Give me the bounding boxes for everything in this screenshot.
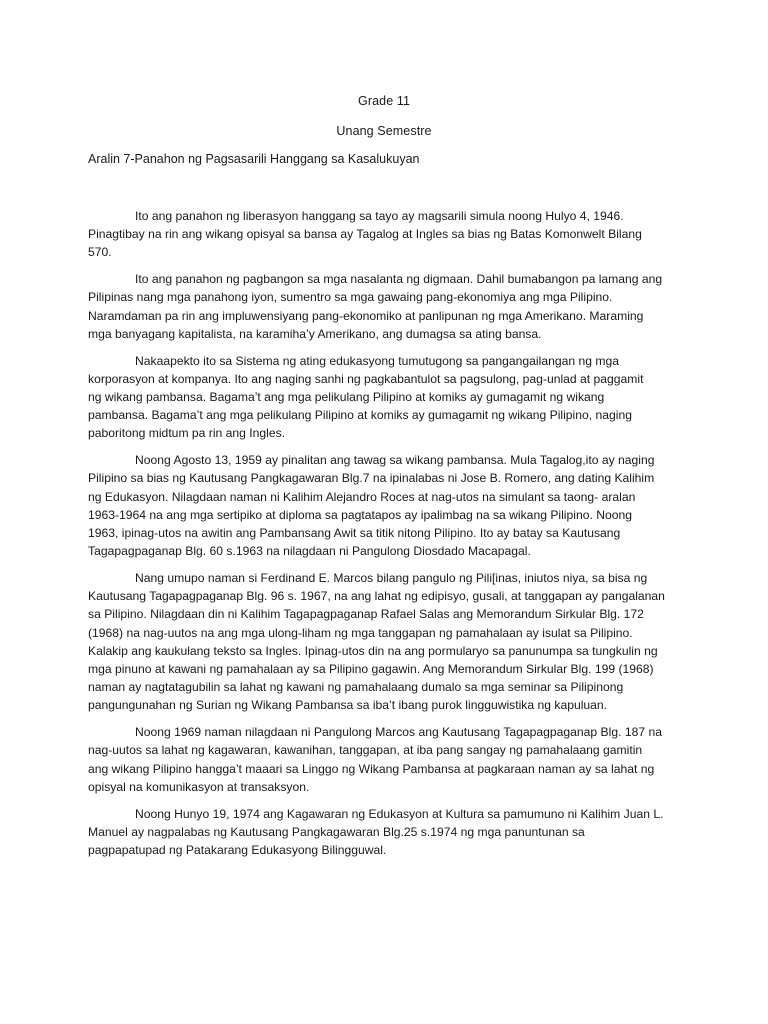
paragraph-line: naman ay nagtatagubilin sa lahat ng kawani ng pamahalaang dumalo sa mga seminar sa Pilipinong bbox=[88, 680, 624, 695]
paragraph-line: Manuel ay nagpalabas ng Kautusang Pangkagawaran Blg.25 s.1974 ng mga panuntunan sa bbox=[88, 824, 585, 839]
paragraph-line: pambansa. Bagama’t ang mga pelikulang Pilipino at komiks ay gumagamit ng wikang Pilipino, naging bbox=[88, 408, 632, 423]
paragraph-line: Kautusang Tagapagpaganap Blg. 96 s. 1967, na ang lahat ng edipisyo, gusali, at tanggapan ay pangalanan bbox=[88, 589, 665, 604]
paragraph-line: ng wikang pambansa. Bagama’t ang mga pelikulang Pilipino at komiks ay gumagamit ng wikang bbox=[88, 390, 605, 405]
paragraph-line: pangungunahan ng Surian ng Wikang Pambansa sa iba’t ibang purok lingguwistika ng kapuluan. bbox=[88, 698, 608, 713]
paragraph-line: Nang umupo naman si Ferdinand E. Marcos bilang pangulo ng Pili[inas, iniutos niya, sa bisa ng bbox=[135, 571, 648, 586]
grade-heading: Grade 11 bbox=[358, 94, 410, 108]
paragraph-line: mga banyagang kapitalista, na karamiha’y Amerikano, ang dumagsa sa ating bansa. bbox=[88, 326, 542, 341]
paragraph-line: Kalakip ang kaukulang teksto sa Ingles. Ipinag-utos din na ang pormularyo sa panunumpa sa tungkulin ng bbox=[88, 643, 658, 658]
paragraph-line: Pinagtibay na rin ang wikang opisyal sa bansa ay Tagalog at Ingles sa bias ng Batas Komonwelt Bilang bbox=[88, 227, 642, 242]
paragraph-1 bbox=[88, 207, 680, 262]
paragraph-line: pagpapatupad ng Patakarang Edukasyong Bilingguwal. bbox=[88, 843, 387, 858]
paragraph-6 bbox=[88, 723, 680, 796]
paragraph-line: mga pinuno at kawani ng pamahalaan ay sa Pilipino gagawin. Ang Memorandum Sirkular Blg. 199 (1968) bbox=[88, 662, 654, 677]
paragraph-line: Pilipino sa bias ng Kautusang Pangkagawaran Blg.7 na ipinalabas ni Jose B. Romero, ang dating Kalihim bbox=[88, 471, 655, 486]
paragraph-line: Ito ang panahon ng pagbangon sa mga nasalanta ng digmaan. Dahil bumabangon pa lamang ang bbox=[135, 272, 663, 287]
paragraph-4 bbox=[88, 451, 680, 560]
paragraph-line: Tagapagpaganap Blg. 60 s.1963 na nilagdaan ni Pangulong Diosdado Macapagal. bbox=[88, 544, 531, 559]
paragraph-line: 1963, ipinag-utos na awitin ang Pambansang Awit sa titik nitong Pilipino. Ito ay batay sa Kautusang bbox=[88, 526, 621, 541]
paragraph-line: paboritong midtum pa rin ang Ingles. bbox=[88, 426, 286, 441]
document-body bbox=[88, 207, 680, 868]
paragraph-line: 570. bbox=[88, 245, 112, 260]
paragraph-5 bbox=[88, 569, 680, 715]
paragraph-3 bbox=[88, 352, 680, 443]
semester-heading: Unang Semestre bbox=[336, 124, 432, 138]
paragraph-7 bbox=[88, 805, 680, 860]
paragraph-line: Noong Agosto 13, 1959 ay pinalitan ang tawag sa wikang pambansa. Mula Tagalog,ito ay naging bbox=[135, 453, 655, 468]
paragraph-line: Pilipinas nang mga panahong iyon, sumentro sa mga gawaing pang-ekonomiya ang mga Pilipino. bbox=[88, 290, 613, 305]
paragraph-line: 1963-1964 na ang mga sertipiko at diploma sa pagtatapos ay ipalimbag na sa wikang Pilipino. Noong bbox=[88, 507, 632, 522]
paragraph-line: korporasyon at kompanya. Ito ang naging sanhi ng pagkabantulot sa pagsulong, pag-unlad at paggamit bbox=[88, 371, 644, 386]
paragraph-line: sa Pilipino. Nilagdaan din ni Kalihim Tagapagpaganap Rafael Salas ang Memorandum Sirkular Blg. 172 bbox=[88, 607, 644, 622]
paragraph-line: Naramdaman pa rin ang impluwensiyang pang-ekonomiko at panlipunan ng mga Amerikano. Maraming bbox=[88, 308, 644, 323]
paragraph-line: ng Edukasyon. Nilagdaan naman ni Kalihim Alejandro Roces at nag-utos na simulant sa taong- aralan bbox=[88, 489, 636, 504]
paragraph-line: Ito ang panahon ng liberasyon hanggang sa tayo ay magsarili simula noong Hulyo 4, 1946. bbox=[135, 209, 624, 223]
paragraph-line: ang wikang Pilipino hangga’t maaari sa Linggo ng Wikang Pambansa at pagkaraan naman ay sa lahat ng bbox=[88, 761, 655, 776]
paragraph-line: (1968) na nag-uutos na ang mga ulong-liham ng mga tanggapan ng pamahalaan ay isulat sa Pilipino. bbox=[88, 625, 633, 640]
paragraph-2 bbox=[88, 270, 680, 343]
paragraph-line: Noong Hunyo 19, 1974 ang Kagawaran ng Edukasyon at Kultura sa pamumuno ni Kalihim Juan L. bbox=[135, 806, 664, 821]
paragraph-line: Nakaapekto ito sa Sistema ng ating edukasyong tumutugong sa pangangailangan ng mga bbox=[135, 353, 619, 368]
paragraph-line: Noong 1969 naman nilagdaan ni Pangulong Marcos ang Kautusang Tagapagpaganap Blg. 187 na bbox=[135, 725, 662, 740]
paragraph-line: opisyal na komunikasyon at transaksyon. bbox=[88, 779, 310, 794]
paragraph-line: nag-uutos sa lahat ng kagawaran, kawanihan, tanggapan, at iba pang sangay ng pamahalaang gamitin bbox=[88, 743, 643, 758]
lesson-title: Aralin 7-Panahon ng Pagsasarili Hanggang sa Kasalukuyan bbox=[88, 152, 420, 166]
